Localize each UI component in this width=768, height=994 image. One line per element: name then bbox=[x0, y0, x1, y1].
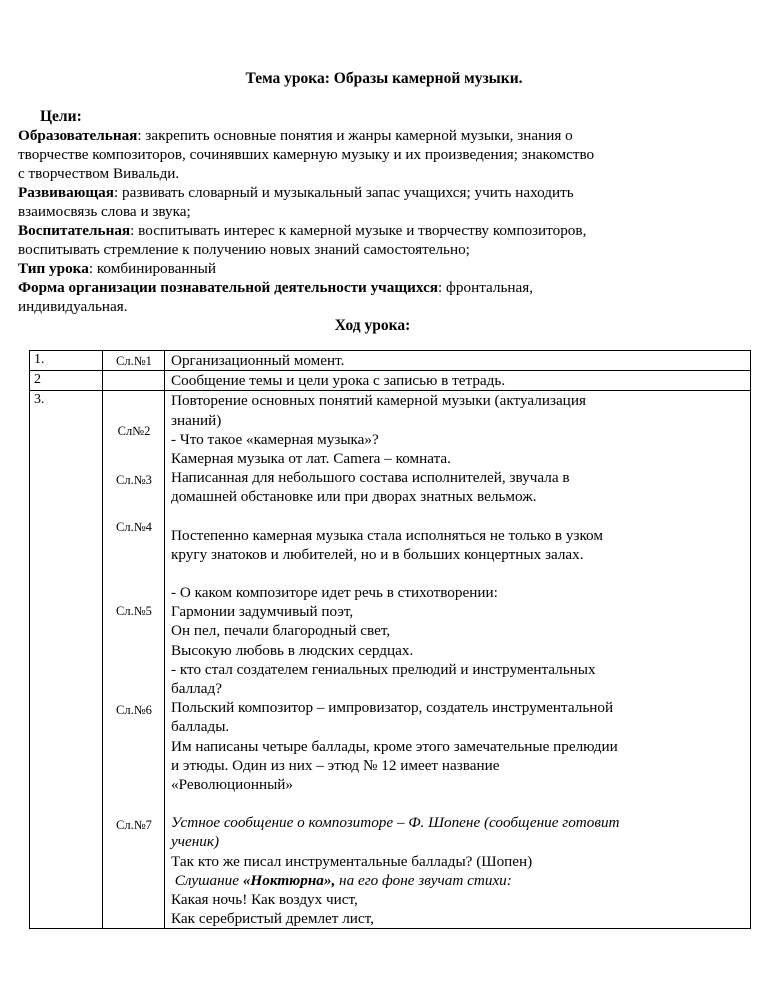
oral-report: Устное сообщение о композиторе – Ф. Шопене (сообщение готовит bbox=[171, 814, 620, 832]
goal-developing: Развивающая: развивать словарный и музыкальный запас учащихся; учить находить взаимосвязь слова и звука; bbox=[18, 184, 574, 220]
row-number: 1. bbox=[30, 351, 103, 371]
slide-label: Сл.№3 bbox=[116, 473, 152, 488]
lesson-type-label: Тип урока bbox=[18, 260, 89, 277]
goal-upbringing-label: Воспитательная bbox=[18, 222, 131, 239]
row-number: 3. bbox=[30, 391, 103, 929]
nocturne-title: «Ноктюрна», bbox=[242, 871, 336, 889]
slide-cell bbox=[103, 371, 165, 391]
table-row bbox=[30, 391, 751, 929]
poem-line: Как серебристый дремлет лист, bbox=[171, 910, 374, 928]
goal-educational-label: Образовательная bbox=[18, 127, 138, 144]
slide-label: Сл.№5 bbox=[116, 604, 152, 619]
row-number: 2 bbox=[30, 371, 103, 391]
lesson-form: Форма организации познавательной деятельности учащихся: фронтальная, индивидуальная. bbox=[18, 279, 534, 315]
goal-upbringing: Воспитательная: воспитывать интерес к камерной музыке и творчеству композиторов, воспитывать стремление к получению новых знаний самостоятельно; bbox=[18, 222, 587, 258]
listening-line: Слушание «Ноктюрна», на его фоне звучат стихи: bbox=[174, 871, 512, 889]
goals-heading: Цели: bbox=[40, 108, 82, 125]
lesson-type: Тип урока: комбинированный bbox=[18, 260, 216, 277]
goal-educational: Образовательная: закрепить основные понятия и жанры камерной музыки, знания о творчестве композиторов, сочинявших камерную музыку и их произведения; знакомство с творчеством Вивальди. bbox=[18, 127, 595, 182]
row-text: Сообщение темы и цели урока с записью в тетрадь. bbox=[165, 371, 751, 391]
lesson-plan-table bbox=[29, 350, 751, 929]
row-text: Повторение основных понятий камерной музыки (актуализация знаний) - Что такое «камерная музыка»? Камерная музыка от лат. Camera – комната. Написанная для небольшого состава исполнителей, звучала в домашней обстановке или при дворах знатных вельмож. Постепенно камерная музыка стала исполняться не только в узком кругу знатоков и любителей, но и в больших концертных залах. - О каком композиторе идет речь в стихотворении: Гармонии задумчивый поэт, Он пел, печали благородный свет, Высокую любовь в людских сердцах. - кто стал создателем гениальных прелюдий и инструментальных баллад? Польский композитор – импровизатор, создатель инструментальной баллады. Им написаны четыре баллады, кроме этого замечательные прелюдии и этюды. Один из них – этюд № 12 имеет название «Революционный» Устное сообщение о композиторе – Ф. Шопене (сообщение готовит ученик) Так кто же писал инструментальные баллады? (Шопен) Слушание «Ноктюрна», на его фоне звучат стихи: Какая ночь! Как воздух чист, Как серебристый дремлет лист, bbox=[165, 391, 751, 929]
slide-cell bbox=[103, 391, 165, 929]
slide-label: Сл.№4 bbox=[116, 520, 152, 535]
lesson-form-label: Форма организации познавательной деятельности учащихся bbox=[18, 279, 439, 296]
slide-label: Сл.№1 bbox=[116, 354, 152, 368]
lesson-title: Тема урока: Образы камерной музыки. bbox=[245, 70, 523, 87]
goal-developing-label: Развивающая bbox=[18, 184, 114, 201]
slide-label: Сл.№7 bbox=[116, 818, 152, 833]
row-text: Организационный момент. bbox=[165, 351, 751, 371]
slide-label: Сл№2 bbox=[117, 424, 151, 439]
poem-line: Какая ночь! Как воздух чист, bbox=[171, 891, 358, 909]
table-row bbox=[30, 371, 751, 391]
table-row bbox=[30, 351, 751, 371]
slide-cell bbox=[103, 351, 165, 371]
slide-label: Сл.№6 bbox=[116, 703, 152, 718]
course-heading: Ход урока: bbox=[334, 317, 411, 334]
